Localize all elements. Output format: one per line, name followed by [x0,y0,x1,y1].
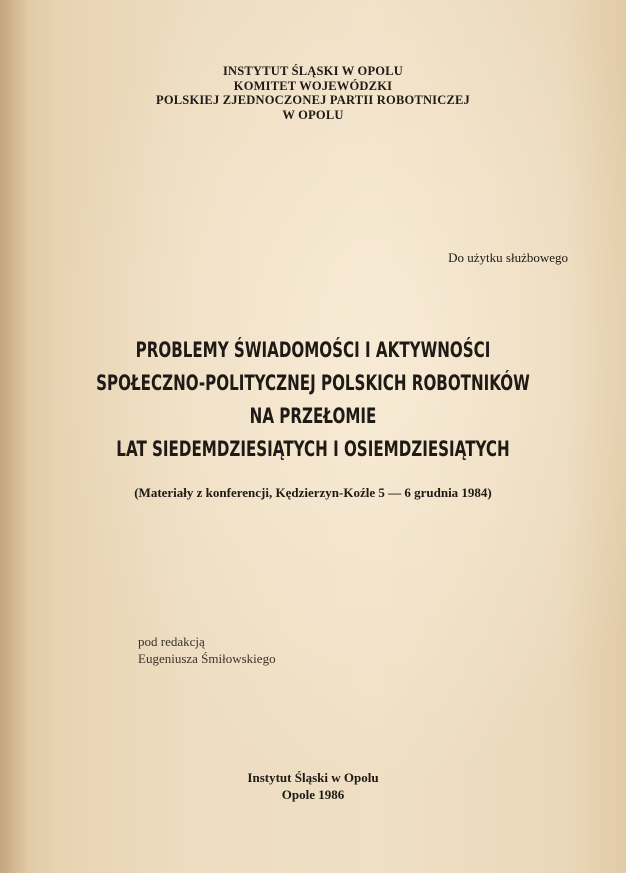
publisher-name: Instytut Śląski w Opolu [247,770,379,785]
editor-line-1: pod redakcją [138,634,205,649]
title-line-2: SPOŁECZNO-POLITYCZNEJ POLSKICH ROBOTNIKÓW [96,371,530,395]
editor-line-2: Eugeniusza Śmiłowskiego [138,651,276,666]
editor-credit [138,633,276,667]
institution-header [0,64,626,122]
title-line-1: PROBLEMY ŚWIADOMOŚCI I AKTYWNOŚCI [135,338,491,362]
header-line-4: W OPOLU [282,107,344,122]
header-line-1: INSTYTUT ŚLĄSKI W OPOLU [222,64,403,78]
header-line-2: KOMITET WOJEWÓDZKI [233,78,393,93]
publisher-imprint [0,769,626,803]
conference-subtitle: (Materiały z konferencji, Kędzierzyn-Koźle 5 — 6 grudnia 1984) [134,485,492,500]
publisher-place-year: Opole 1986 [281,787,345,802]
header-line-3: POLSKIEJ ZJEDNOCZONEJ PARTII ROBOTNICZEJ [156,93,470,107]
page-edge-shadow [0,0,28,873]
title-line-3: NA PRZEŁOMIE [249,404,377,428]
book-title [88,334,539,466]
title-line-4: LAT SIEDEMDZIESIĄTYCH I OSIEMDZIESIĄTYCH [116,437,510,461]
usage-note: Do użytku służbowego [448,250,568,265]
